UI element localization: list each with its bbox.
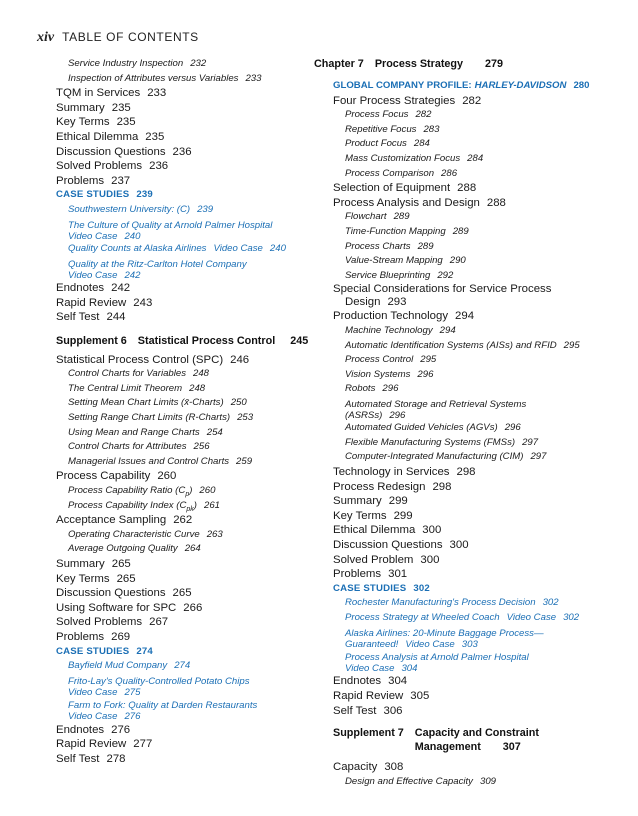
entry-title: Solved Problems [56, 616, 143, 629]
entry-page: 269 [111, 630, 131, 643]
entry-title: Computer-Integrated Manufacturing (CIM) [345, 451, 524, 463]
entry-title: Service Blueprinting [345, 269, 431, 281]
toc-entry[interactable] [333, 382, 613, 397]
toc-entry[interactable] [333, 152, 613, 167]
toc-entry[interactable] [333, 368, 613, 383]
entry-page: 244 [106, 311, 126, 324]
case-studies-page: 274 [136, 645, 153, 657]
entry-page: 288 [486, 196, 506, 209]
entry-page: 296 [417, 368, 434, 380]
toc-entry[interactable] [333, 494, 613, 509]
entry-page: 290 [449, 255, 466, 267]
case-studies-heading [56, 645, 306, 660]
header-title: TABLE OF CONTENTS [62, 30, 199, 44]
toc-entry[interactable] [56, 281, 306, 296]
toc-entry[interactable] [333, 674, 613, 689]
entry-title: Summary [56, 558, 105, 570]
gcp-page: 280 [573, 80, 590, 91]
toc-entry[interactable] [333, 689, 613, 704]
entry-title: Special Considerations for Service Process [333, 283, 552, 296]
entry-title: Using Software for SPC [56, 601, 177, 614]
case-page: 276 [124, 711, 141, 723]
entry-title: Ethical Dilemma [56, 130, 139, 143]
entry-title: Endnotes [56, 281, 105, 294]
running-header [37, 30, 199, 46]
toc-entry[interactable] [56, 440, 306, 455]
case-studies-label: CASE STUDIES [56, 189, 130, 201]
entry-title: Automated Guided Vehicles (AGVs) [345, 422, 498, 434]
entry-page: 277 [133, 738, 153, 751]
entry-page: 297 [522, 436, 539, 448]
entry-title: Self Test [333, 704, 377, 717]
entry-title: Summary [333, 495, 382, 508]
entry-title: Flowchart [345, 211, 387, 223]
case-study-item[interactable] [333, 650, 613, 674]
entry-page: 286 [441, 167, 458, 179]
case-study-item[interactable] [56, 659, 306, 674]
toc-entry[interactable] [56, 145, 306, 160]
case-title-cont: Video Case [345, 663, 395, 675]
case-studies-heading [333, 582, 613, 597]
entry-page: 278 [106, 752, 126, 765]
toc-entry[interactable] [333, 353, 613, 368]
entry-title: Flexible Manufacturing Systems (FMSs) [345, 436, 516, 448]
case-title: Process Strategy at Wheeled Coach [345, 611, 500, 623]
entry-title: Time-Function Mapping [345, 225, 446, 237]
entry-title: Robots [345, 383, 376, 395]
entry-page: 283 [423, 123, 440, 135]
case-title: Alaska Airlines: 20-Minute Baggage Process— [345, 627, 544, 639]
entry-page: 299 [388, 495, 408, 508]
case-title: Frito-Lay's Quality-Controlled Potato Chips [68, 675, 250, 687]
entry-page: 289 [417, 240, 434, 252]
gcp-label: GLOBAL COMPANY PROFILE: [333, 80, 472, 91]
entry-title: Process Charts [345, 240, 411, 252]
entry-page: 295 [563, 339, 580, 351]
toc-entry[interactable] [333, 339, 613, 354]
entry-page: 260 [199, 485, 216, 497]
entry-page: 263 [206, 528, 223, 540]
toc-entry[interactable] [56, 484, 306, 499]
entry-page: 309 [479, 775, 496, 787]
toc-entry[interactable] [56, 174, 306, 189]
entry-page: 233 [245, 72, 262, 84]
entry-page: 256 [193, 441, 210, 453]
toc-entry[interactable] [333, 509, 613, 524]
toc-entry[interactable] [333, 397, 613, 421]
entry-title: Using Mean and Range Charts [68, 426, 200, 438]
entry-title-close: ) [189, 485, 193, 497]
entry-page: 296 [382, 383, 399, 395]
toc-entry[interactable] [56, 723, 306, 738]
case-studies-label: CASE STUDIES [56, 645, 130, 657]
toc-entry[interactable] [56, 411, 306, 426]
entry-title: Value-Stream Mapping [345, 255, 443, 267]
case-study-item[interactable] [333, 596, 613, 611]
case-study-item[interactable] [56, 674, 306, 698]
entry-page: 300 [420, 553, 440, 566]
global-company-profile[interactable] [333, 79, 613, 94]
entry-page: 305 [410, 689, 430, 702]
entry-page: 295 [420, 354, 437, 366]
entry-title: Capacity [333, 761, 378, 774]
entry-page: 289 [393, 211, 410, 223]
video-case-label: Video Case [405, 638, 455, 650]
toc-entry[interactable] [56, 367, 306, 382]
entry-title: Self Test [56, 311, 100, 324]
entry-title: The Central Limit Theorem [68, 382, 183, 394]
case-studies-label: CASE STUDIES [333, 582, 407, 594]
toc-entry[interactable] [56, 542, 306, 557]
entry-page: 296 [504, 422, 521, 434]
entry-page: 282 [462, 94, 482, 107]
entry-title: Four Process Strategies [333, 94, 456, 107]
entry-title: Setting Range Chart Limits (R-Charts) [68, 412, 231, 424]
entry-title: Discussion Questions [56, 145, 166, 158]
toc-entry[interactable] [56, 353, 306, 368]
entry-page: 253 [237, 412, 254, 424]
entry-title: Operating Characteristic Curve [68, 528, 200, 540]
case-study-item[interactable] [333, 626, 613, 650]
toc-entry[interactable] [333, 523, 613, 538]
toc-entry[interactable] [56, 572, 306, 587]
entry-page: 308 [384, 761, 404, 774]
entry-title: Control Charts for Attributes [68, 441, 187, 453]
toc-entry[interactable] [56, 513, 306, 528]
entry-title: Process Comparison [345, 167, 435, 179]
toc-entry[interactable] [56, 557, 306, 572]
toc-entry[interactable] [333, 450, 613, 465]
entry-page: 262 [173, 514, 193, 527]
toc-entry[interactable] [333, 196, 613, 211]
entry-page: 267 [149, 616, 169, 629]
entry-title: Acceptance Sampling [56, 514, 167, 527]
entry-title: Problems [333, 568, 382, 581]
toc-entry[interactable] [333, 436, 613, 451]
entry-title: Discussion Questions [56, 587, 166, 600]
case-studies-page: 302 [413, 582, 430, 594]
entry-page: 265 [172, 587, 192, 600]
case-title-cont: Guaranteed! [345, 638, 399, 650]
entry-title: Solved Problems [56, 160, 143, 173]
toc-entry[interactable] [56, 752, 306, 767]
toc-entry[interactable] [56, 737, 306, 752]
video-case-label: Video Case [506, 611, 557, 623]
toc-entry[interactable] [56, 426, 306, 441]
case-page: 242 [124, 269, 141, 281]
toc-entry[interactable] [56, 296, 306, 311]
entry-title: Endnotes [56, 723, 105, 736]
entry-title-cont: (ASRSs) [345, 410, 383, 422]
case-title-cont: Video Case [68, 230, 118, 242]
entry-page: 293 [387, 295, 407, 308]
case-page: 304 [401, 663, 418, 675]
chapter-7-heading[interactable] [314, 57, 613, 79]
case-title: Quality at the Ritz-Carlton Hotel Company [68, 258, 247, 270]
entry-title: Endnotes [333, 675, 382, 688]
entry-page: 260 [157, 470, 177, 483]
entry-title: Problems [56, 174, 105, 187]
entry-page: 282 [415, 109, 432, 121]
supplement-page: 307 [502, 740, 521, 753]
entry-page: 306 [383, 704, 403, 717]
entry-title: Automated Storage and Retrieval Systems [345, 398, 527, 410]
page-number: xiv [37, 30, 55, 45]
supplement-label: Supplement 7 [333, 727, 404, 740]
entry-title: Setting Mean Chart Limits (x̄-Charts) [68, 397, 224, 409]
case-page: 274 [174, 660, 191, 672]
toc-entry[interactable] [333, 704, 613, 719]
case-study-item[interactable] [56, 257, 306, 281]
entry-title: Statistical Process Control (SPC) [56, 353, 224, 366]
entry-page: 284 [467, 152, 484, 164]
video-case-label: Video Case [213, 242, 263, 254]
entry-title: Process Focus [345, 109, 409, 121]
entry-title: Process Control [345, 354, 414, 366]
case-page: 240 [269, 242, 286, 254]
entry-title: Service Industry Inspection [68, 58, 184, 69]
case-page: 239 [197, 203, 214, 215]
toc-entry[interactable] [56, 499, 306, 514]
subscript: p [185, 490, 190, 498]
chapter-title: Process Strategy [374, 58, 464, 70]
case-studies-heading [56, 188, 306, 203]
toc-entry[interactable] [56, 455, 306, 470]
toc-entry[interactable] [56, 310, 306, 325]
supplement-label: Supplement 6 [56, 334, 127, 347]
entry-title: Ethical Dilemma [333, 524, 416, 537]
case-study-item[interactable] [56, 218, 306, 242]
entry-title: Key Terms [56, 116, 110, 129]
toc-entry[interactable] [333, 480, 613, 495]
toc-entry[interactable] [56, 159, 306, 174]
entry-title: Self Test [56, 752, 100, 765]
entry-page: 232 [190, 58, 207, 69]
case-page: 303 [461, 638, 478, 650]
supplement-title: Statistical Process Control [137, 334, 276, 347]
toc-entry[interactable] [56, 586, 306, 601]
toc-entry[interactable] [333, 309, 613, 324]
entry-page: 298 [432, 480, 452, 493]
entry-title: Problems [56, 630, 105, 643]
entry-page: 264 [184, 543, 201, 555]
entry-title: Repetitive Focus [345, 123, 417, 135]
toc-entry[interactable] [333, 760, 613, 775]
toc-entry[interactable] [333, 538, 613, 553]
toc-entry[interactable] [56, 130, 306, 145]
entry-page: 289 [452, 225, 469, 237]
case-page: 240 [124, 230, 141, 242]
entry-page: 299 [393, 509, 413, 522]
toc-entry[interactable] [333, 123, 613, 138]
entry-page: 250 [230, 397, 247, 409]
toc-entry[interactable] [56, 86, 306, 101]
entry-page: 259 [236, 455, 253, 467]
toc-entry[interactable] [333, 553, 613, 568]
case-title: Bayfield Mud Company [68, 660, 168, 672]
entry-title: Rapid Review [56, 738, 127, 751]
entry-title: Process Redesign [333, 480, 426, 493]
entry-page: 236 [149, 160, 169, 173]
entry-title: Solved Problem [333, 553, 414, 566]
entry-page: 233 [147, 87, 167, 100]
case-title-cont: Video Case [68, 269, 118, 281]
toc-right-column [314, 57, 613, 789]
toc-entry[interactable] [333, 283, 613, 309]
supplement-6-heading[interactable] [56, 331, 309, 353]
toc-entry[interactable] [333, 167, 613, 182]
toc-entry[interactable] [333, 421, 613, 436]
toc-entry[interactable] [333, 181, 613, 196]
entry-title: Product Focus [345, 138, 407, 150]
case-title: Process Analysis at Arnold Palmer Hospital [345, 651, 529, 663]
entry-page: 292 [437, 269, 454, 281]
entry-page: 304 [388, 675, 408, 688]
toc-entry[interactable] [333, 775, 613, 790]
entry-page: 284 [413, 138, 430, 150]
gcp-company: HARLEY-DAVIDSON [474, 80, 567, 91]
entry-page: 266 [183, 601, 203, 614]
toc-entry[interactable] [333, 108, 613, 123]
entry-title: Process Capability Ratio (C [68, 485, 186, 497]
entry-title: Mass Customization Focus [345, 152, 461, 164]
entry-title: Production Technology [333, 310, 449, 323]
entry-title: Inspection of Attributes versus Variables [68, 72, 239, 84]
chapter-page: 279 [485, 58, 504, 70]
entry-page: 235 [145, 130, 165, 143]
entry-title: Average Outgoing Quality [68, 543, 178, 555]
toc-entry[interactable] [56, 382, 306, 397]
supplement-title-line: Management [414, 740, 481, 753]
entry-page: 298 [456, 466, 476, 479]
supplement-page: 245 [290, 334, 309, 347]
entry-page: 248 [193, 368, 210, 380]
entry-page: 254 [206, 426, 223, 438]
case-study-item[interactable] [56, 698, 306, 722]
supplement-7-heading[interactable] [333, 724, 613, 760]
toc-entry[interactable] [333, 240, 613, 255]
case-title-cont: Video Case [68, 686, 118, 698]
entry-page: 237 [111, 174, 131, 187]
case-study-item[interactable] [56, 242, 306, 257]
entry-title: Key Terms [56, 572, 110, 585]
entry-title-cont: Design [345, 295, 381, 308]
case-study-item[interactable] [56, 203, 306, 218]
entry-page: 243 [133, 296, 153, 309]
entry-page: 265 [116, 572, 136, 585]
entry-page: 235 [111, 101, 131, 114]
entry-title: Technology in Services [333, 466, 450, 479]
case-studies-page: 239 [136, 189, 153, 201]
case-title: Quality Counts at Alaska Airlines [68, 242, 207, 254]
entry-page: 265 [111, 558, 131, 570]
subscript: pk [186, 505, 194, 513]
case-title: Rochester Manufacturing's Process Decision [345, 597, 536, 609]
entry-title: Process Capability [56, 470, 151, 483]
entry-title: Selection of Equipment [333, 182, 451, 195]
entry-title: Machine Technology [345, 324, 433, 336]
entry-page: 236 [172, 145, 192, 158]
entry-page: 297 [530, 451, 547, 463]
entry-title: Control Charts for Variables [68, 368, 187, 380]
entry-title: Automatic Identification Systems (AISs) and RFID [345, 339, 557, 351]
case-page: 302 [563, 611, 580, 623]
toc-entry[interactable] [333, 225, 613, 240]
entry-page: 296 [389, 410, 406, 422]
case-study-item[interactable] [333, 611, 613, 626]
toc-entry[interactable] [56, 469, 306, 484]
entry-page: 248 [189, 382, 206, 394]
entry-title: Process Capability Index (C [68, 499, 187, 511]
entry-page: 301 [388, 568, 408, 581]
case-title: Farm to Fork: Quality at Darden Restaurants [68, 700, 258, 712]
toc-entry[interactable] [56, 528, 306, 543]
toc-entry[interactable] [56, 601, 306, 616]
entry-title: Vision Systems [345, 368, 411, 380]
toc-entry[interactable] [56, 72, 306, 87]
entry-page: 261 [203, 499, 220, 511]
case-title: Southwestern University: (C) [68, 203, 191, 215]
toc-entry[interactable] [56, 115, 306, 130]
entry-title: Design and Effective Capacity [345, 775, 473, 787]
entry-page: 276 [111, 723, 131, 736]
entry-title: Managerial Issues and Control Charts [68, 455, 230, 467]
case-title-cont: Video Case [68, 711, 118, 723]
supplement-title [415, 727, 539, 754]
toc-entry[interactable] [56, 396, 306, 411]
toc-entry[interactable] [56, 57, 306, 72]
entry-title: Summary [56, 101, 105, 114]
entry-title: Process Analysis and Design [333, 196, 480, 209]
entry-title: Rapid Review [333, 689, 404, 702]
entry-page: 235 [116, 116, 136, 129]
toc-entry[interactable] [56, 630, 306, 645]
toc-left-column [56, 57, 309, 766]
toc-entry[interactable] [333, 269, 613, 284]
toc-entry[interactable] [333, 324, 613, 339]
entry-page: 300 [449, 539, 469, 552]
entry-title: TQM in Services [56, 87, 141, 100]
case-title: The Culture of Quality at Arnold Palmer Hospital [68, 219, 273, 231]
entry-page: 294 [439, 324, 456, 336]
entry-page: 246 [230, 353, 250, 366]
toc-entry[interactable] [333, 567, 613, 582]
entry-title: Rapid Review [56, 296, 127, 309]
entry-page: 242 [111, 281, 131, 294]
toc-entry[interactable] [333, 137, 613, 152]
case-page: 302 [542, 597, 559, 609]
entry-title: Discussion Questions [333, 539, 443, 552]
toc-entry[interactable] [333, 210, 613, 225]
toc-entry[interactable] [56, 101, 306, 116]
toc-entry[interactable] [333, 94, 613, 109]
supplement-title-line: Capacity and Constraint [414, 727, 539, 740]
case-page: 275 [124, 686, 141, 698]
toc-entry[interactable] [333, 465, 613, 480]
entry-title: Key Terms [333, 509, 387, 522]
toc-entry[interactable] [56, 615, 306, 630]
entry-title-close: ) [193, 499, 197, 511]
toc-entry[interactable] [333, 254, 613, 269]
entry-page: 300 [422, 524, 442, 537]
entry-page: 288 [457, 182, 477, 195]
chapter-label: Chapter 7 [314, 58, 364, 70]
entry-page: 294 [455, 310, 475, 323]
